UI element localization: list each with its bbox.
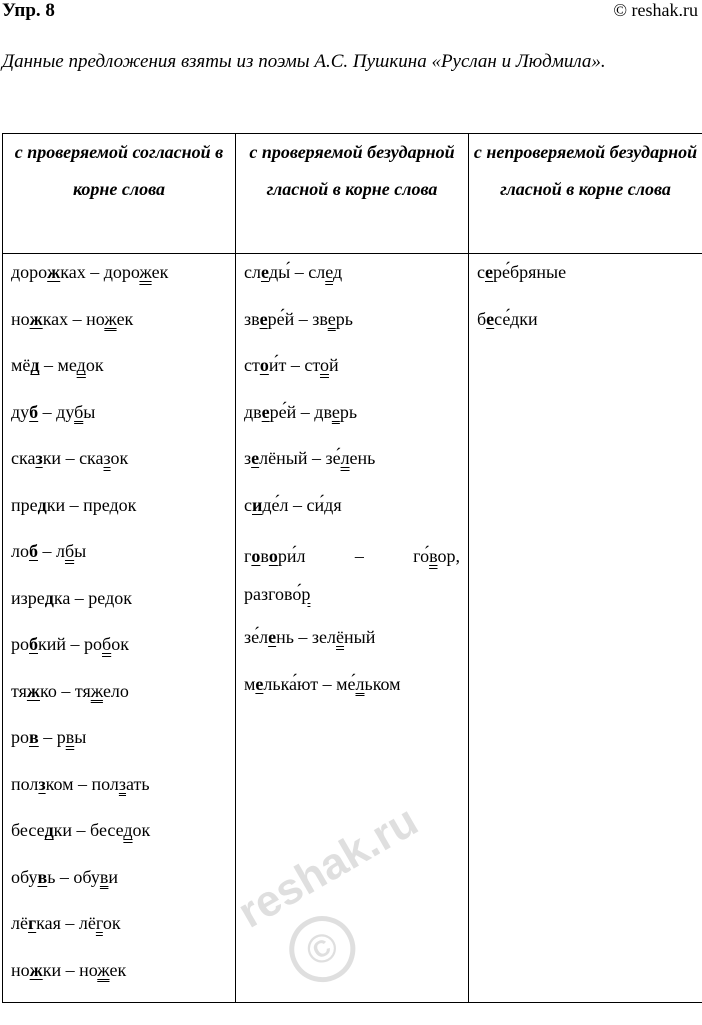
check-letter: д bbox=[324, 495, 333, 515]
column-unchecked-vowels bbox=[469, 254, 702, 1003]
word-pair: ров – рвы bbox=[11, 723, 227, 770]
checked-letter: д bbox=[30, 355, 39, 375]
checked-letter: е bbox=[255, 674, 263, 694]
word-pair: ползком – ползать bbox=[11, 770, 227, 817]
word-pair: дорожках – дорожек bbox=[11, 258, 227, 305]
check-letter: в bbox=[429, 546, 437, 566]
check-letter: ж bbox=[97, 960, 109, 980]
checked-letter: е bbox=[486, 309, 494, 329]
checked-letter: д bbox=[45, 820, 54, 840]
word-pair: сиде́л – си́дя bbox=[244, 491, 460, 538]
checked-letter: б bbox=[29, 402, 38, 422]
word-pair: зе́лень – зелёный bbox=[244, 623, 460, 670]
check-letter: б bbox=[102, 634, 111, 654]
word-pair: следы́ – след bbox=[244, 258, 460, 305]
check-letter: б bbox=[65, 541, 74, 561]
checked-letter: о bbox=[269, 546, 278, 566]
check-letter: г bbox=[96, 913, 103, 933]
checked-letter: е bbox=[485, 262, 493, 282]
checked-letter: е bbox=[261, 262, 269, 282]
word-pair: мёд – медок bbox=[11, 351, 227, 398]
checked-letter: и bbox=[252, 495, 262, 515]
word-pair: предки – предок bbox=[11, 491, 227, 538]
word-pair: лёгкая – лёгок bbox=[11, 909, 227, 956]
checked-letter: б bbox=[29, 541, 38, 561]
word-pair: изредка – редок bbox=[11, 584, 227, 631]
column-checked-vowels bbox=[236, 254, 469, 1003]
word-pair: сере́бряные bbox=[477, 258, 694, 305]
column-consonants bbox=[3, 254, 236, 1003]
check-letter: л bbox=[341, 448, 350, 468]
check-letter: е bbox=[332, 402, 340, 422]
check-letter: д bbox=[105, 588, 114, 608]
word-pair: стои́т – стой bbox=[244, 351, 460, 398]
column-header: с проверяемой согласной в корне слова bbox=[3, 134, 236, 254]
watermark-text: reshak.ru bbox=[230, 765, 480, 938]
checked-letter: ж bbox=[30, 960, 43, 980]
table-header-row bbox=[3, 134, 702, 254]
check-letter: д bbox=[77, 355, 86, 375]
word-pair: сказки – сказок bbox=[11, 444, 227, 491]
check-letter: в bbox=[100, 867, 109, 887]
checked-letter: е bbox=[251, 448, 259, 468]
check-letter: ж bbox=[91, 681, 103, 701]
check-letter: д bbox=[110, 495, 119, 515]
check-letter: д bbox=[123, 820, 132, 840]
word-pair: тяжко – тяжело bbox=[11, 677, 227, 724]
check-letter: з bbox=[104, 448, 111, 468]
check-letter: ё bbox=[336, 627, 344, 647]
table-body-row bbox=[3, 254, 702, 1003]
checked-letter: е bbox=[262, 402, 270, 422]
checked-letter: о bbox=[251, 546, 260, 566]
word-pair: ножках – ножек bbox=[11, 305, 227, 352]
word-pair: ножки – ножек bbox=[11, 956, 227, 1003]
checked-letter: в bbox=[37, 867, 47, 887]
checked-letter: ж bbox=[30, 309, 43, 329]
word-pair: робкий – робок bbox=[11, 630, 227, 677]
check-letter: е bbox=[328, 309, 336, 329]
check-letter: о bbox=[320, 355, 329, 375]
checked-letter: з bbox=[35, 448, 42, 468]
word-pair: звере́й – зверь bbox=[244, 305, 460, 352]
intro-text: Данные предложения взяты из поэмы А.С. Пушкина «Руслан и Людмила». bbox=[2, 42, 698, 82]
checked-letter: б bbox=[29, 634, 38, 654]
word-pair: лоб – лбы bbox=[11, 537, 227, 584]
word-pair: говори́л – го́вор, разгово́р bbox=[244, 537, 460, 623]
checked-letter: е bbox=[268, 627, 276, 647]
check-letter: ж bbox=[104, 309, 116, 329]
check-letter: р bbox=[301, 584, 310, 604]
checked-letter: ж bbox=[27, 681, 40, 701]
checked-letter: д bbox=[38, 495, 47, 515]
word-pair: дуб – дубы bbox=[11, 398, 227, 445]
checked-letter: о bbox=[260, 355, 269, 375]
check-letter: б bbox=[74, 402, 83, 422]
watermark-copyright-icon: © bbox=[277, 904, 367, 994]
checked-letter: г bbox=[28, 913, 36, 933]
word-pair: двере́й – дверь bbox=[244, 398, 460, 445]
check-letter: л bbox=[356, 674, 365, 694]
word-pair: беседки – беседок bbox=[11, 816, 227, 863]
exercise-number: Упр. 8 bbox=[2, 0, 55, 22]
column-header: с проверяемой безударной гласной в корне слова bbox=[236, 134, 469, 254]
word-pair: мелька́ют – ме́льком bbox=[244, 670, 460, 717]
column-header: с непроверяемой безударной гласной в корне слова bbox=[469, 134, 702, 254]
check-letter: в bbox=[66, 727, 75, 747]
words-table bbox=[2, 133, 702, 1003]
checked-letter: в bbox=[29, 727, 39, 747]
checked-letter: е bbox=[260, 309, 268, 329]
word-pair: бесе́дки bbox=[477, 305, 694, 352]
check-letter: з bbox=[119, 774, 126, 794]
check-letter: ж bbox=[139, 262, 151, 282]
checked-letter: з bbox=[38, 774, 45, 794]
checked-letter: д bbox=[45, 588, 54, 608]
word-pair: зелёный – зе́лень bbox=[244, 444, 460, 491]
checked-letter: ж bbox=[47, 262, 60, 282]
source-label: © reshak.ru bbox=[613, 0, 698, 21]
word-pair: обувь – обуви bbox=[11, 863, 227, 910]
check-letter: е bbox=[325, 262, 333, 282]
